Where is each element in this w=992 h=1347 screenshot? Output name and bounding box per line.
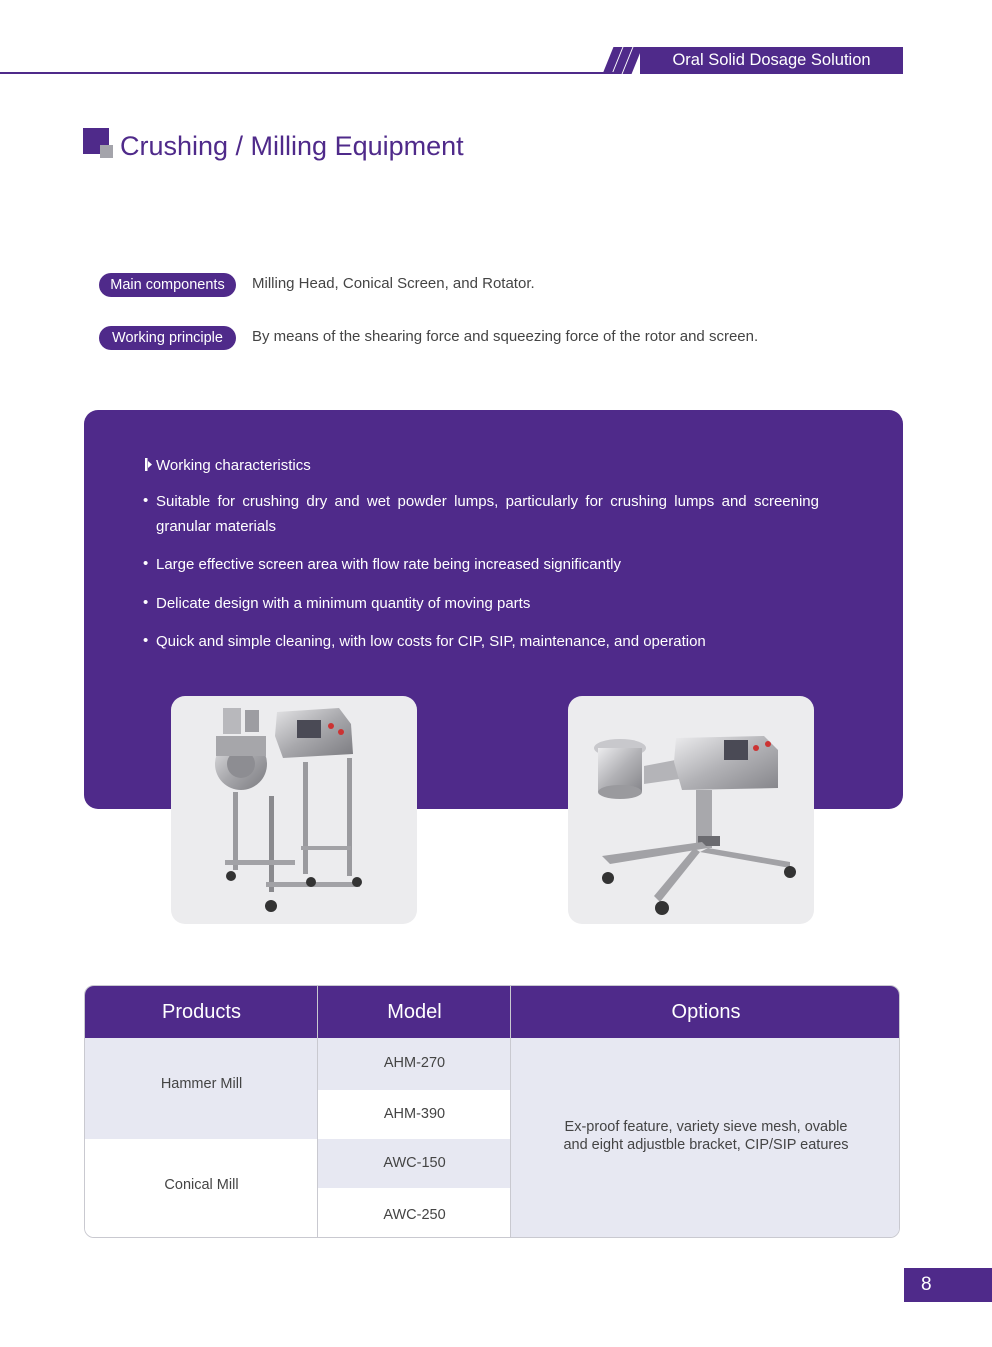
header-rule (0, 72, 620, 74)
bullet-icon: • (143, 632, 149, 649)
title-square-accent-icon (100, 145, 113, 158)
model-cell: AWC-250 (318, 1188, 511, 1238)
characteristic-item: Large effective screen area with flow rate being increased significantly (156, 556, 621, 573)
conical-mill-image (568, 696, 814, 924)
model-cell: AHM-390 (318, 1090, 511, 1139)
column-divider (317, 986, 318, 1238)
product-hammer-mill: Hammer Mill (85, 1038, 318, 1139)
header-model: Model (318, 986, 511, 1038)
working-principle-tag: Working principle (99, 326, 236, 350)
page-number: 8 (904, 1268, 992, 1302)
model-cell: AHM-270 (318, 1038, 511, 1090)
characteristic-item: Suitable for crushing dry and wet powder lumps, particularly for crushing lumps and screening granular materials (156, 493, 819, 535)
header-products: Products (85, 986, 318, 1038)
main-components-text: Milling Head, Conical Screen, and Rotator. (252, 275, 535, 292)
working-principle-text: By means of the shearing force and squeezing force of the rotor and screen. (252, 328, 759, 345)
page-title: Crushing / Milling Equipment (120, 131, 464, 161)
hammer-mill-image (171, 696, 417, 924)
header-options: Options (511, 986, 900, 1038)
characteristic-item: Delicate design with a minimum quantity of moving parts (156, 595, 531, 612)
options-text-line: and eight adjustble bracket, CIP/SIP eatures (563, 1137, 849, 1153)
product-table (84, 985, 900, 1238)
characteristics-title: Working characteristics (156, 457, 311, 474)
main-components-tag: Main components (99, 273, 236, 297)
section-label: Oral Solid Dosage Solution (640, 47, 903, 74)
bullet-icon: • (143, 492, 149, 509)
bullet-icon: • (143, 555, 149, 572)
characteristic-item: Quick and simple cleaning, with low costs for CIP, SIP, maintenance, and operation (156, 633, 706, 650)
column-divider (510, 986, 511, 1238)
options-cell (511, 1038, 900, 1238)
bullet-icon: • (143, 594, 149, 611)
section-marker-icon (145, 458, 152, 471)
model-cell: AWC-150 (318, 1139, 511, 1188)
options-text-line: Ex-proof feature, variety sieve mesh, ovable (564, 1119, 848, 1135)
product-conical-mill: Conical Mill (85, 1139, 318, 1238)
